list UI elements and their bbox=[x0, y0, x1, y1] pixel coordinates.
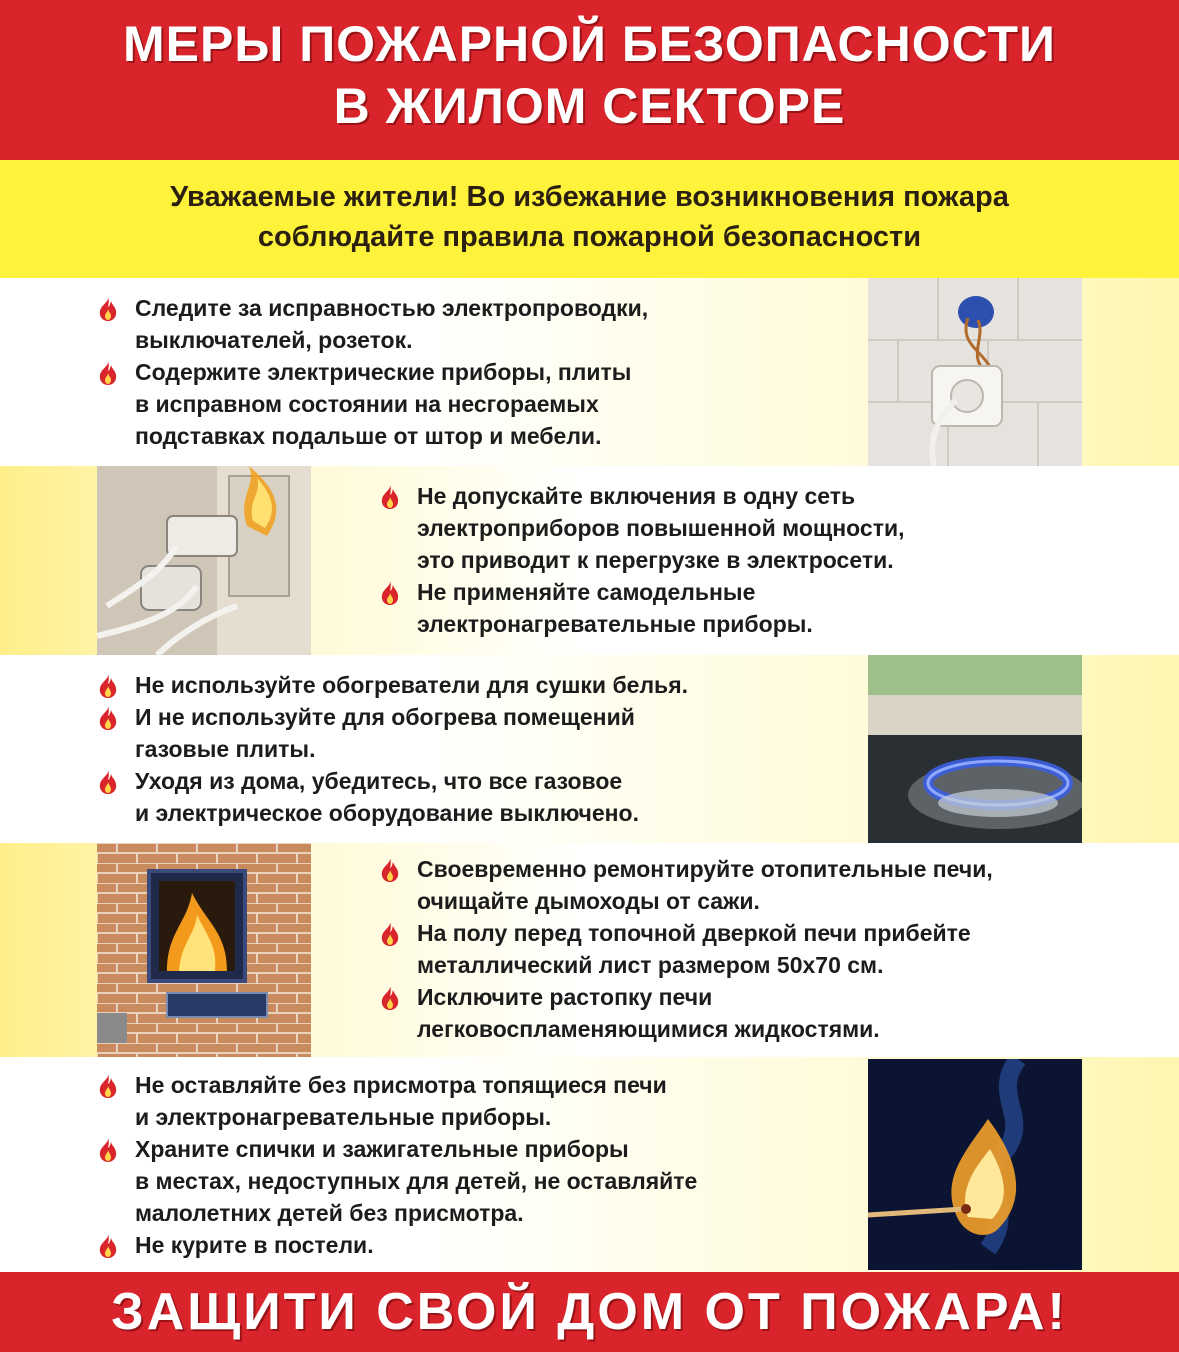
flame-bullet-icon bbox=[379, 484, 401, 510]
rule-text-line: И не используйте для обогрева помещений bbox=[135, 704, 635, 730]
appeal-line-2: соблюдайте правила пожарной безопасности bbox=[257, 221, 922, 253]
rule-text-line: Не допускайте включения в одну сеть bbox=[417, 483, 856, 509]
flame-bullet-icon bbox=[379, 985, 401, 1011]
section-network-overload bbox=[0, 466, 1179, 655]
rule-text-line: Следите за исправностью электропроводки, bbox=[135, 295, 649, 321]
rule-text-line: Не оставляйте без присмотра топящиеся печи bbox=[135, 1072, 667, 1098]
footer-slogan: ЗАЩИТИ СВОЙ ДОМ ОТ ПОЖАРА! bbox=[111, 1283, 1068, 1341]
section-stoves bbox=[0, 843, 1179, 1057]
flame-bullet-icon bbox=[97, 296, 119, 322]
rule-text-line: электроприборов повышенной мощности, bbox=[417, 515, 905, 541]
gas-stove-photo-icon bbox=[868, 655, 1082, 843]
burning-socket-photo-icon bbox=[97, 466, 311, 655]
rule-text-line: электронагревательные приборы. bbox=[417, 611, 813, 637]
flame-bullet-icon bbox=[97, 705, 119, 731]
flame-bullet-icon bbox=[97, 1233, 119, 1259]
safety-rule bbox=[97, 1069, 697, 1133]
rule-text-line: легковоспламеняющимися жидкостями. bbox=[417, 1016, 880, 1042]
safety-rule bbox=[379, 480, 905, 576]
safety-rule bbox=[379, 853, 993, 917]
rule-text-line: Содержите электрические приборы, плиты bbox=[135, 359, 632, 385]
safety-rule bbox=[379, 917, 993, 981]
rule-text-line: очищайте дымоходы от сажи. bbox=[417, 888, 760, 914]
rule-text-line: газовые плиты. bbox=[135, 736, 316, 762]
flame-bullet-icon bbox=[379, 921, 401, 947]
rule-text-line: и электрическое оборудование выключено. bbox=[135, 800, 639, 826]
burning-match-photo-icon bbox=[868, 1059, 1082, 1270]
poster-footer bbox=[0, 1272, 1179, 1352]
safety-rule bbox=[97, 356, 648, 452]
flame-bullet-icon bbox=[97, 769, 119, 795]
safety-rule bbox=[379, 576, 905, 640]
section-heaters-gas bbox=[0, 655, 1179, 843]
safety-rule bbox=[97, 701, 688, 765]
safety-rule bbox=[97, 765, 688, 829]
poster-title-line-2: В ЖИЛОМ СЕКТОРЕ bbox=[333, 78, 846, 134]
flame-bullet-icon bbox=[97, 1137, 119, 1163]
rule-text-line: Исключите растопку печи bbox=[417, 984, 713, 1010]
rule-text-line: Уходя из дома, убедитесь, что все газовое bbox=[135, 768, 623, 794]
flame-bullet-icon bbox=[379, 857, 401, 883]
rule-list bbox=[379, 853, 993, 1045]
brick-stove-photo-icon bbox=[97, 843, 311, 1057]
rule-text-line: Не применяйте самодельные bbox=[417, 579, 756, 605]
flame-bullet-icon bbox=[379, 580, 401, 606]
rule-list bbox=[97, 292, 648, 452]
rule-text-line: это приводит к перегрузке в электросети. bbox=[417, 547, 894, 573]
rule-text-line: и электронагревательные приборы. bbox=[135, 1104, 552, 1130]
appeal-banner bbox=[0, 160, 1179, 278]
section-supervision bbox=[0, 1057, 1179, 1272]
rule-text-line: Не курите в постели. bbox=[135, 1232, 374, 1258]
safety-rule bbox=[97, 292, 648, 356]
flame-bullet-icon bbox=[97, 360, 119, 386]
rule-list bbox=[97, 1069, 697, 1261]
rule-text-line: выключателей, розеток. bbox=[135, 327, 413, 353]
rule-text-line: Своевременно ремонтируйте отопительные печи, bbox=[417, 856, 993, 882]
rule-text-line: На полу перед топочной дверкой печи прибейте bbox=[417, 920, 971, 946]
wall-socket-photo-icon bbox=[868, 278, 1082, 466]
rule-text-line: малолетних детей без присмотра. bbox=[135, 1200, 524, 1226]
rule-text-line: в исправном состоянии на несгораемых bbox=[135, 391, 599, 417]
poster-title-line-1: МЕРЫ ПОЖАРНОЙ БЕЗОПАСНОСТИ bbox=[123, 16, 1056, 72]
rule-list bbox=[97, 669, 688, 829]
flame-bullet-icon bbox=[97, 1073, 119, 1099]
appeal-line-1: Уважаемые жители! Во избежание возникновения пожара bbox=[170, 181, 1009, 213]
rule-text-line: Не используйте обогреватели для сушки белья. bbox=[135, 672, 688, 698]
rule-list bbox=[379, 480, 905, 640]
rule-text-line: Храните спички и зажигательные приборы bbox=[135, 1136, 629, 1162]
safety-rule bbox=[97, 1229, 697, 1261]
flame-bullet-icon bbox=[97, 673, 119, 699]
poster-header bbox=[0, 0, 1179, 160]
safety-rule bbox=[97, 1133, 697, 1229]
section-electrical-wiring bbox=[0, 278, 1179, 466]
rule-text-line: подставках подальше от штор и мебели. bbox=[135, 423, 602, 449]
safety-rule bbox=[97, 669, 688, 701]
rule-text-line: металлический лист размером 50х70 см. bbox=[417, 952, 884, 978]
rule-text-line: в местах, недоступных для детей, не оставляйте bbox=[135, 1168, 698, 1194]
safety-rule bbox=[379, 981, 993, 1045]
